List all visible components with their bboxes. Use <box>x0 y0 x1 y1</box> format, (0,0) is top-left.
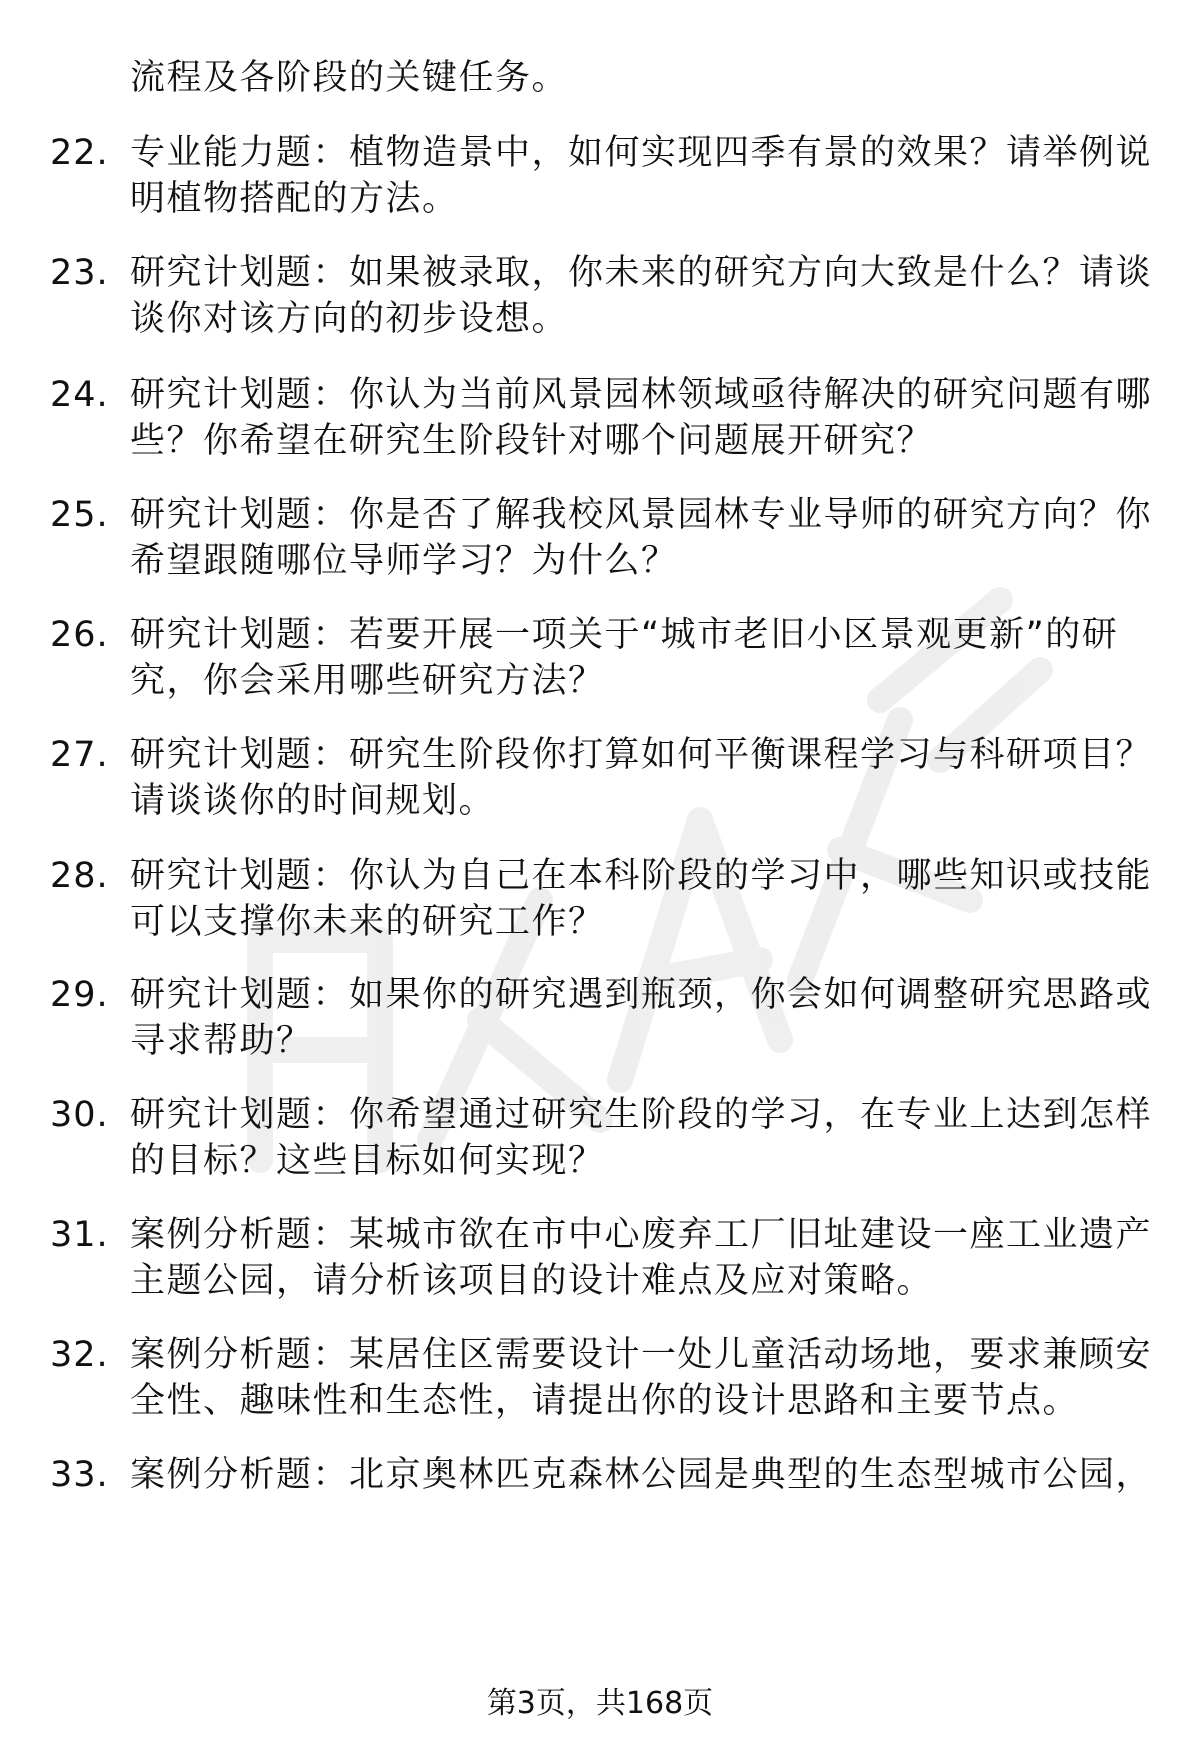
item-text: 研究计划题：你是否了解我校风景园林专业导师的研究方向？你 <box>130 495 1153 535</box>
item-text: 明植物搭配的方法。 <box>130 179 459 219</box>
item-number: 24. <box>50 375 109 415</box>
item-number: 32. <box>50 1335 109 1375</box>
item-text: 究，你会采用哪些研究方法？ <box>130 661 605 701</box>
item-number: 25. <box>50 495 109 535</box>
item-text: 可以支撑你未来的研究工作？ <box>130 902 605 942</box>
item-text: 些？你希望在研究生阶段针对哪个问题展开研究？ <box>130 421 934 461</box>
item-number: 33. <box>50 1455 109 1495</box>
item-text: 主题公园，请分析该项目的设计难点及应对策略。 <box>130 1261 934 1301</box>
item-number: 23. <box>50 253 109 293</box>
item-text: 案例分析题：北京奥林匹克森林公园是典型的生态型城市公园， <box>130 1455 1153 1495</box>
item-number: 29. <box>50 975 109 1015</box>
item-number: 30. <box>50 1095 109 1135</box>
item-number: 26. <box>50 615 109 655</box>
item-text: 研究计划题：研究生阶段你打算如何平衡课程学习与科研项目？ <box>130 735 1153 775</box>
item-number: 27. <box>50 735 109 775</box>
item-text: 研究计划题：若要开展一项关于“城市老旧小区景观更新”的研 <box>130 615 1119 655</box>
item-text: 流程及各阶段的关键任务。 <box>130 58 569 98</box>
item-text: 案例分析题：某居住区需要设计一处儿童活动场地，要求兼顾安 <box>130 1335 1153 1375</box>
item-number: 31. <box>50 1215 109 1255</box>
item-text: 的目标？这些目标如何实现？ <box>130 1141 605 1181</box>
item-text: 研究计划题：你希望通过研究生阶段的学习，在专业上达到怎样 <box>130 1095 1153 1135</box>
item-text: 谈你对该方向的初步设想。 <box>130 299 569 339</box>
item-text: 全性、趣味性和生态性，请提出你的设计思路和主要节点。 <box>130 1381 1080 1421</box>
item-text: 案例分析题：某城市欲在市中心废弃工厂旧址建设一座工业遗产 <box>130 1215 1153 1255</box>
item-number: 28. <box>50 856 109 896</box>
item-text: 希望跟随哪位导师学习？为什么？ <box>130 541 678 581</box>
item-text: 研究计划题：你认为当前风景园林领域亟待解决的研究问题有哪 <box>130 375 1153 415</box>
item-text: 研究计划题：你认为自己在本科阶段的学习中，哪些知识或技能 <box>130 856 1153 896</box>
item-text: 寻求帮助？ <box>130 1021 313 1061</box>
item-text: 研究计划题：如果被录取，你未来的研究方向大致是什么？请谈 <box>130 253 1153 293</box>
page-footer: 第3页，共168页 <box>486 1686 714 1721</box>
item-number: 22. <box>50 133 109 173</box>
item-text: 研究计划题：如果你的研究遇到瓶颈，你会如何调整研究思路或 <box>130 975 1153 1015</box>
item-text: 请谈谈你的时间规划。 <box>130 781 496 821</box>
item-text: 专业能力题：植物造景中，如何实现四季有景的效果？请举例说 <box>130 133 1153 173</box>
